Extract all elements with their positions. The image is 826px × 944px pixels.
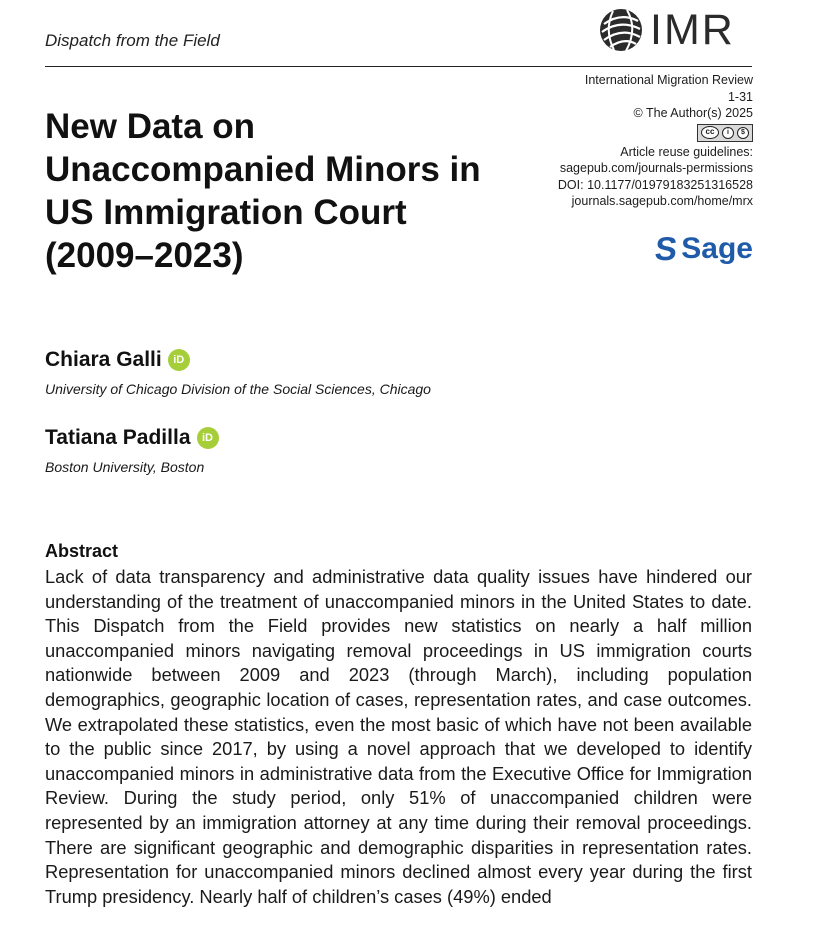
author-name: Chiara Galli (45, 348, 162, 371)
journal-name: International Migration Review (584, 73, 753, 87)
reuse-link[interactable]: sagepub.com/journals-permissions (559, 161, 753, 175)
abstract-text: Lack of data transparency and administrative data quality issues have hindered our understanding of the treatment of unaccompanied minors in the United States to date. This Dispatch from the Field provides new statistics on nearly a half million unaccompanied minors navigating removal proceedings in US immigration courts nationwide between 2009 and 2023 (through March), including population demographics, geographic location of cases, representation rates, and case outcomes. We extrapolated these statistics, even the most basic of which have not been available to the public since 2017, by using a novel approach that we developed to identify unaccompanied minors in administrative data from the Executive Office for Immigration Review. During the study period, only 51% of unaccompanied children were represented by an immigration attorney at any time during their removal proceedings. There are significant geographic and demographic disparities in representation rates. Representation for unaccompanied minors declined almost every year during the first Trump presidency. Nearly half of children’s cases (49%) ended (45, 566, 752, 907)
author-affiliation: Boston University, Boston (45, 459, 205, 475)
license-badge[interactable] (697, 124, 753, 142)
journal-link[interactable]: journals.sagepub.com/home/mrx (571, 194, 753, 208)
publisher-name: Sage (681, 232, 753, 265)
copyright: © The Author(s) 2025 (633, 106, 753, 120)
orcid-icon[interactable]: iD (168, 349, 190, 371)
abstract-heading: Abstract (45, 541, 119, 561)
author-name: Tatiana Padilla (45, 426, 191, 449)
globe-icon (598, 7, 644, 53)
cc-icon: cc (701, 126, 719, 139)
reuse-label: Article reuse guidelines: (620, 144, 753, 159)
orcid-icon[interactable]: iD (197, 427, 219, 449)
sage-s-icon: S (653, 230, 680, 267)
doi[interactable]: DOI: 10.1177/01979183251316528 (557, 177, 753, 192)
article-title: New Data on Unaccompanied Minors in US Immigration Court (2009–2023) (45, 107, 481, 275)
sage-logo[interactable] (655, 232, 753, 266)
author-1[interactable] (45, 348, 190, 372)
logo-text: IMR (650, 6, 735, 54)
author-2[interactable] (45, 426, 219, 450)
author-affiliation: University of Chicago Division of the Social Sciences, Chicago (45, 381, 431, 397)
nc-icon: $ (737, 127, 749, 139)
by-icon: i (722, 127, 734, 139)
journal-logo[interactable] (598, 6, 754, 54)
article-meta (493, 72, 753, 210)
section-label: Dispatch from the Field (45, 31, 220, 50)
page-range: 1-31 (727, 89, 753, 104)
header-divider (45, 66, 752, 67)
